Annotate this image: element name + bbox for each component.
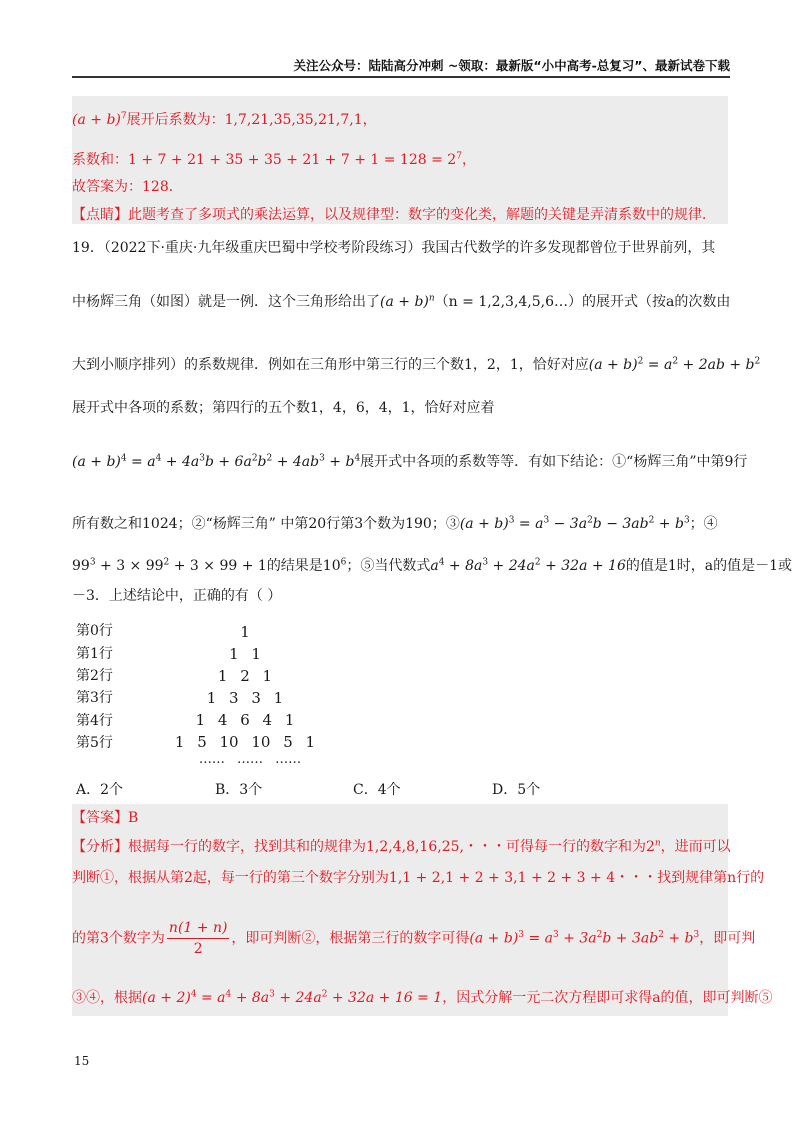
triangle-row-label: 第4行 [76, 713, 113, 729]
triangle-dots: …… …… …… [198, 752, 302, 767]
solution-line-1: $(a + b)^7$展开后系数为：1,7,21,35,35,21,7,1， [72, 111, 377, 128]
question-line-4: 展开式中各项的系数；第四行的五个数1，4，6，4，1，恰好对应着 [72, 400, 495, 416]
tip-line: 【点睛】此题考查了多项式的乘法运算，以及规律型：数字的变化类，解题的关键是弄清系数中的规律． [72, 207, 716, 223]
page-number: 15 [74, 1054, 90, 1068]
triangle-row-label: 第1行 [76, 646, 113, 662]
triangle-row-label: 第0行 [76, 623, 113, 639]
triangle-row: 1 4 6 4 1 [195, 711, 295, 729]
question-line-7: $99^3 + 3 \times 99^2 + 3 \times 99 + 1$的结果是$10^6$；⑤当代数式$a^4 + 8a^3 + 24a^2 + 32a + 16$的值是1时，a的值是－1或 [72, 557, 793, 574]
page-header: 关注公众号：陆陆高分冲刺 ~领取：最新版“小中高考-总复习”、最新试卷下载 [293, 58, 730, 73]
triangle-row: 1 2 1 [217, 667, 273, 685]
triangle-row: 1 [240, 623, 250, 641]
analysis-line-4: ③④，根据$(a + 2)^4 = a^4 + 8a^3 + 24a^2 + 32a + 16 = 1$，因式分解一元二次方程即可求得a的值，即可判断⑤ [72, 989, 773, 1006]
solution-line-2: 系数和：$1 + 7 + 21 + 35 + 35 + 21 + 7 + 1 = 128 = 2^7$， [72, 151, 476, 168]
analysis-box [72, 804, 773, 1016]
triangle-row-label: 第2行 [76, 668, 113, 684]
analysis-line-2: 判断①，根据从第2起，每一行的第三个数字分别为1,1 + 2,1 + 2 + 3,1 + 2 + 3 + 4・・・找到规律第n行的 [72, 870, 765, 886]
header-rule [72, 76, 730, 78]
option-a: A．2个 [76, 782, 124, 798]
option-c: C．4个 [353, 782, 401, 798]
fraction: $\frac{n(1 + n)}{2}$ [168, 920, 228, 957]
triangle-row: 1 3 3 1 [206, 689, 284, 707]
triangle-row-label: 第5行 [76, 735, 113, 751]
question-line-8: －3．上述结论中，正确的有（ ） [72, 588, 282, 604]
analysis-line-3: 的第3个数字为 $\frac{n(1 + n)}{2}$ ，即可判断②，根据第三行的数字可得$(a + b)^3 = a^3 + 3a^2b + 3ab^2 + b^3$，即可判 [72, 920, 756, 957]
question-line-3: 大到小顺序排列）的系数规律．例如在三角形中第三行的三个数1，2，1，恰好对应$(a + b)^2 = a^2 + 2ab + b^2$ [72, 356, 761, 373]
answer-line: 【答案】B [72, 810, 139, 826]
question-line-2: 中杨辉三角（如图）就是一例．这个三角形给出了$(a + b)^n(n$ = 1,2,3,4,5,6…）的展开式（按a的次数由 [72, 293, 731, 310]
analysis-line-1: 【分析】根据每一行的数字，找到其和的规律为1,2,4,8,16,25,・・・可得每一行的数字和为2$^n$，进而可以 [72, 838, 731, 855]
question-line-1: 19．（2022下·重庆·九年级重庆巴蜀中学校考阶段练习）我国古代数学的许多发现都曾位于世界前列，其 [72, 240, 716, 256]
option-d: D．5个 [492, 782, 541, 798]
triangle-row: 1 1 [229, 645, 261, 663]
question-line-6: 所有数之和1024；②“杨辉三角” 中第20行第3个数为190；③(a + $b)^3 = a^3 - 3a^2b - 3ab^2 + b^3$；④ [72, 515, 718, 532]
solution-line-3: 故答案为：128． [72, 179, 183, 195]
option-b: B．3个 [215, 782, 263, 798]
triangle-row-label: 第3行 [76, 690, 113, 706]
triangle-row: 1 5 10 10 5 1 [174, 733, 316, 751]
question-line-5: $(a + b)^4 = a^4 + 4a^3b + 6a^2b^2 + 4ab^3 + b^4$展开式中各项的系数等等．有如下结论：①“杨辉三角”中第9行 [72, 453, 748, 470]
